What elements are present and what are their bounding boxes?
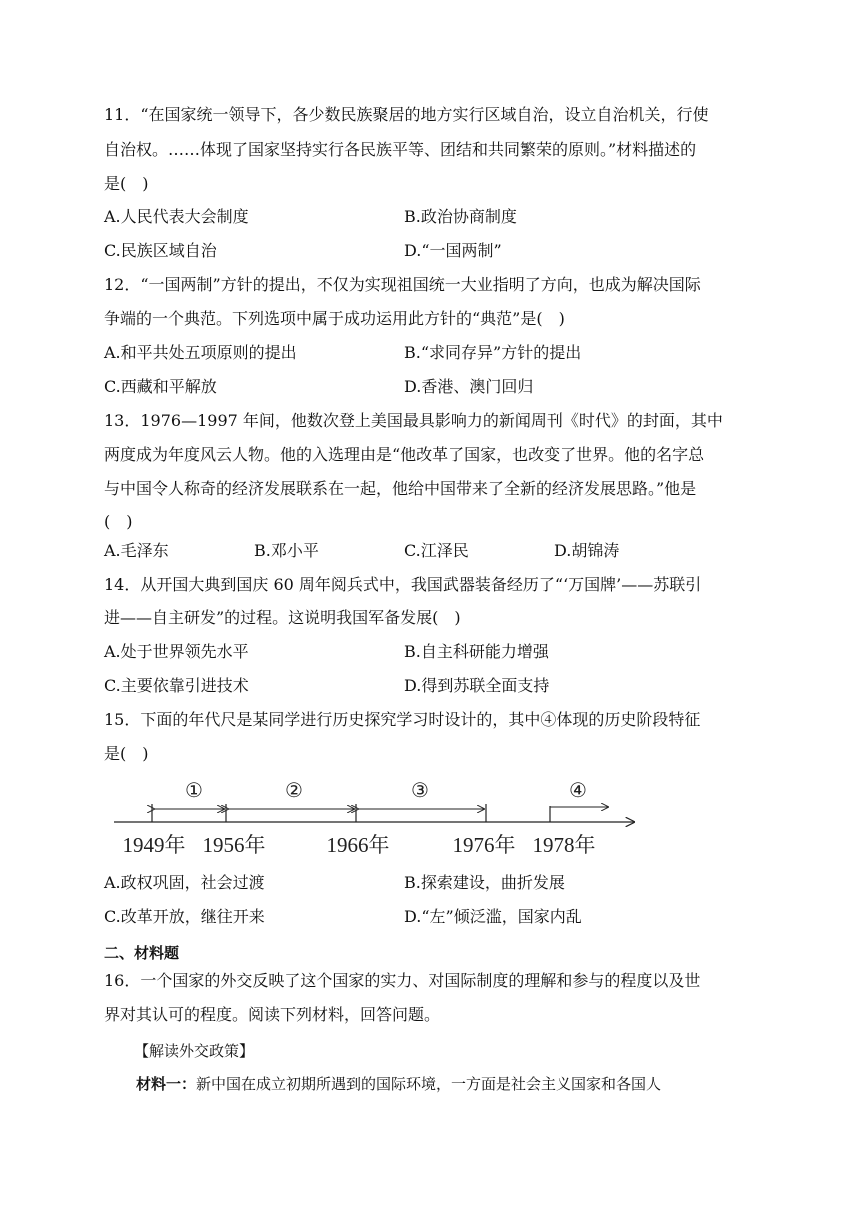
stage-1-label: ① xyxy=(185,778,203,802)
q11-stem-line-2: 自治权。……体现了国家坚持实行各民族平等、团结和共同繁荣的原则。”材料描述的 xyxy=(104,140,697,159)
q16-material-one xyxy=(136,1073,796,1095)
material-text: 新中国在成立初期所遇到的国际环境，一方面是社会主义国家和各国人 xyxy=(196,1075,662,1093)
q16-subheading: 【解读外交政策】 xyxy=(134,1042,255,1060)
q15-option-c: C.改革开放，继往开来 xyxy=(104,907,265,926)
q13-option-c: C.江泽民 xyxy=(404,541,469,560)
q14-options-row-2 xyxy=(104,675,764,697)
q11-stem-line-1: 11．“在国家统一领导下，各少数民族聚居的地方实行区域自治，设立自治机关，行使 xyxy=(104,105,709,124)
q11-options-row-2 xyxy=(104,240,764,262)
q13-option-a: A.毛泽东 xyxy=(104,541,169,560)
q12-option-d: D.香港、澳门回归 xyxy=(404,377,534,396)
q16-stem-line-1: 16．一个国家的外交反映了这个国家的实力、对国际制度的理解和参与的程度以及世 xyxy=(104,971,701,990)
q15-options-row-2 xyxy=(104,906,764,928)
timeline-figure xyxy=(112,772,642,862)
q15-option-d: D.“左”倾泛滥，国家内乱 xyxy=(404,907,582,926)
q15-option-a: A.政权巩固，社会过渡 xyxy=(104,873,265,892)
q14-option-d: D.得到苏联全面支持 xyxy=(404,676,550,695)
stage-3-label: ③ xyxy=(411,778,429,802)
q14-option-a: A.处于世界领先水平 xyxy=(104,642,249,661)
q14-stem-line-1: 14．从开国大典到国庆 60 周年阅兵式中，我国武器装备经历了“‘万国牌’——苏联引 xyxy=(104,575,702,594)
q11-options-row-1 xyxy=(104,206,764,228)
q12-option-b: B.“求同存异”方针的提出 xyxy=(404,343,582,362)
q15-stem-line-2: 是( ) xyxy=(104,744,149,763)
q13-option-d: D.胡锦涛 xyxy=(554,541,620,560)
year-1966: 1966年 xyxy=(326,833,390,857)
q13-stem-line-2: 两度成为年度风云人物。他的入选理由是“他改革了国家，也改变了世界。他的名字总 xyxy=(104,445,705,464)
stage-2-label: ② xyxy=(285,778,303,802)
q14-options-row-1 xyxy=(104,641,764,663)
q15-stem-line-1: 15．下面的年代尺是某同学进行历史探究学习时设计的，其中④体现的历史阶段特征 xyxy=(104,710,701,729)
q14-option-c: C.主要依靠引进技术 xyxy=(104,676,249,695)
q13-stem-line-1: 13．1976—1997 年间，他数次登上美国最具影响力的新闻周刊《时代》的封面，其中 xyxy=(104,411,723,430)
material-label: 材料一： xyxy=(136,1075,197,1093)
stage-4-label: ④ xyxy=(569,778,587,802)
q16-stem-line-2: 界对其认可的程度。阅读下列材料，回答问题。 xyxy=(104,1005,441,1024)
year-1949: 1949年 xyxy=(122,833,186,857)
q14-option-b: B.自主科研能力增强 xyxy=(404,642,549,661)
q11-option-d: D.“一国两制” xyxy=(404,241,502,260)
q13-option-b: B.邓小平 xyxy=(254,541,319,560)
q11-stem-line-3: 是( ) xyxy=(104,174,149,193)
year-1976: 1976年 xyxy=(452,833,516,857)
q11-option-a: A.人民代表大会制度 xyxy=(104,207,249,226)
q11-option-c: C.民族区域自治 xyxy=(104,241,217,260)
year-1978: 1978年 xyxy=(532,833,596,857)
q13-stem-line-4: ( ) xyxy=(104,512,133,531)
q12-stem-line-2: 争端的一个典范。下列选项中属于成功运用此方针的“典范”是( ) xyxy=(104,309,565,328)
section-title: 二、材料题 xyxy=(104,944,180,962)
q12-options-row-2 xyxy=(104,376,764,398)
q12-option-a: A.和平共处五项原则的提出 xyxy=(104,343,297,362)
q15-options-row-1 xyxy=(104,872,764,894)
q12-option-c: C.西藏和平解放 xyxy=(104,377,217,396)
q15-option-b: B.探索建设，曲折发展 xyxy=(404,873,565,892)
q12-options-row-1 xyxy=(104,342,764,364)
year-1956: 1956年 xyxy=(202,833,266,857)
q14-stem-line-2: 进——自主研发”的过程。这说明我国军备发展( ) xyxy=(104,608,461,627)
q11-option-b: B.政治协商制度 xyxy=(404,207,517,226)
q12-stem-line-1: 12．“一国两制”方针的提出，不仅为实现祖国统一大业指明了方向，也成为解决国际 xyxy=(104,275,701,294)
q13-stem-line-3: 与中国令人称奇的经济发展联系在一起，他给中国带来了全新的经济发展思路。”他是 xyxy=(104,479,697,498)
